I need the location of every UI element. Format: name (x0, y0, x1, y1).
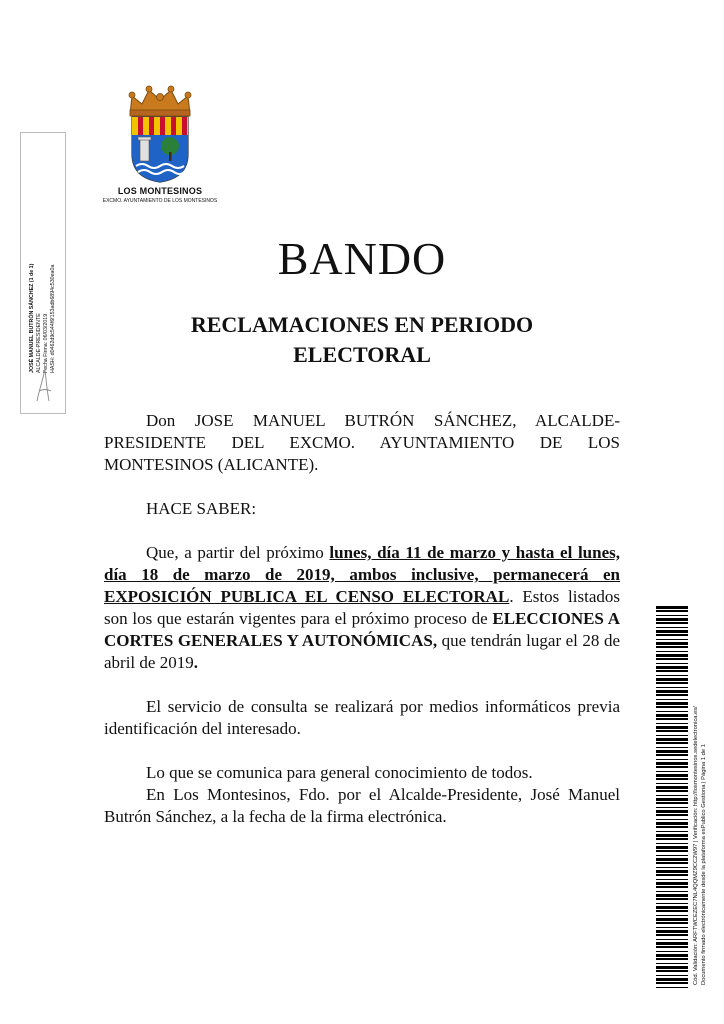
barcode-bar (656, 742, 688, 744)
barcode-bar (656, 951, 688, 952)
subtitle-line-2: ELECTORAL (293, 342, 431, 367)
paragraph-intro: Don JOSE MANUEL BUTRÓN SÁNCHEZ, ALCALDE-PRESIDENTE DEL EXCMO. AYUNTAMIENTO DE LOS MONTESINOS (ALICANTE). (104, 411, 620, 474)
barcode-bar (656, 939, 688, 940)
barcode-bar (656, 822, 688, 825)
validation-barcode (656, 606, 688, 990)
document-body (104, 410, 620, 828)
announcement-middle: . Estos listados son los que estarán vigentes para el próximo proceso de (104, 587, 620, 628)
barcode-bar (656, 894, 688, 897)
barcode-bar (656, 658, 688, 660)
barcode-bar (656, 651, 688, 652)
barcode-bar (656, 634, 688, 636)
barcode-bar (656, 790, 688, 792)
verification-platform: Documento firmado electrónicamente desde la plataforma esPublico Gestiona | Página 1 de 1 (701, 744, 707, 985)
coat-of-arms-icon (122, 84, 198, 184)
signature-date: Fecha Firma: 06/03/2019 (43, 313, 49, 373)
barcode-bar (656, 934, 688, 936)
barcode-bar (656, 642, 688, 645)
document-subtitle (140, 310, 584, 370)
paragraph-signoff: En Los Montesinos, Fdo. por el Alcalde-Presidente, José Manuel Butrón Sánchez, a la fecha de la firma electrónica. (104, 785, 620, 826)
signer-role: ALCALDE-PRESIDENTE (36, 313, 42, 373)
barcode-bar (656, 687, 688, 688)
barcode-bar (656, 615, 688, 616)
barcode-bar (656, 850, 688, 852)
barcode-bar (656, 666, 688, 669)
verification-code: Cód. Validación: ARFTWCEZEC7NL4QQMZ9CC2W97 | Verificación: http://losmontesinos.sedelectronica.es/ (693, 706, 699, 985)
barcode-bar (656, 918, 688, 921)
barcode-bar (656, 730, 688, 732)
barcode-bar (656, 690, 688, 693)
barcode-bar (656, 910, 688, 912)
barcode-bar (656, 819, 688, 820)
barcode-bar (656, 922, 688, 924)
barcode-bar (656, 747, 688, 748)
barcode-bar (656, 678, 688, 681)
barcode-bar (656, 682, 688, 684)
barcode-bar (656, 958, 688, 960)
barcode-bar (656, 627, 688, 628)
barcode-bar (656, 810, 688, 813)
barcode-bar (656, 702, 688, 705)
barcode-bar (656, 838, 688, 840)
barcode-bar (656, 766, 688, 768)
barcode-bar (656, 610, 688, 612)
signature-hash: HASH: d0462d9c544f6f153adb6894c530ea0a (50, 264, 56, 373)
announcement-dates: lunes, día 11 de marzo y hasta el lunes, día 18 de marzo de 2019, ambos inclusive, permanecerá en EXPOSICIÓN PUBLICA EL CENSO ELECTORAL (104, 543, 620, 606)
crest-subtitle: EXCMO. AYUNTAMIENTO DE LOS MONTESINOS (102, 198, 218, 204)
barcode-bar (656, 915, 688, 916)
barcode-bar (656, 975, 688, 976)
barcode-bar (656, 966, 688, 969)
barcode-bar (656, 903, 688, 904)
barcode-bar (656, 718, 688, 720)
barcode-bar (656, 942, 688, 945)
barcode-bar (656, 946, 688, 948)
barcode-bar (656, 870, 688, 873)
barcode-bar (656, 858, 688, 861)
paragraph-communication: Lo que se comunica para general conocimiento de todos. (146, 763, 533, 782)
barcode-bar (656, 855, 688, 856)
barcode-bar (656, 930, 688, 933)
barcode-bar (656, 706, 688, 708)
paragraph-consultation: El servicio de consulta se realizará por medios informáticos previa identificación del interesado. (104, 697, 620, 738)
barcode-bar (656, 618, 688, 621)
paragraph-hace-saber: HACE SABER: (146, 499, 257, 518)
announcement-lead: Que, a partir del próximo (146, 543, 330, 562)
barcode-bar (656, 862, 688, 864)
barcode-bar (656, 882, 688, 885)
barcode-bar (656, 699, 688, 700)
barcode-bar (656, 879, 688, 880)
barcode-bar (656, 774, 688, 777)
barcode-bar (656, 735, 688, 736)
barcode-icon (656, 606, 688, 990)
barcode-bar (656, 798, 688, 801)
subtitle-line-1: RECLAMACIONES EN PERIODO (190, 312, 534, 337)
barcode-bar (656, 778, 688, 780)
handwritten-signature-icon (31, 365, 55, 405)
barcode-bar (656, 738, 688, 741)
paragraph-announcement (104, 542, 620, 674)
barcode-bar (656, 714, 688, 717)
barcode-bar (656, 970, 688, 972)
barcode-bar (656, 675, 688, 676)
barcode-bar (656, 846, 688, 849)
barcode-bar (656, 759, 688, 760)
barcode-bar (656, 606, 688, 609)
barcode-bar (656, 762, 688, 765)
crest-name: LOS MONTESINOS (117, 186, 203, 196)
barcode-bar (656, 630, 688, 633)
barcode-bar (656, 891, 688, 892)
barcode-bar (656, 814, 688, 816)
barcode-bar (656, 831, 688, 832)
barcode-bar (656, 826, 688, 828)
barcode-bar (656, 646, 688, 648)
barcode-bar (656, 987, 688, 988)
page-title: BANDO (277, 233, 447, 284)
announcement-end: . (193, 653, 198, 672)
barcode-bar (656, 711, 688, 712)
barcode-bar (656, 771, 688, 772)
barcode-bar (656, 954, 688, 957)
barcode-bar (656, 750, 688, 753)
barcode-bar (656, 867, 688, 868)
signer-name: JOSÉ MANUEL BUTRÓN SÁNCHEZ (1 de 1) (29, 263, 35, 373)
verification-text (692, 605, 708, 985)
barcode-bar (656, 874, 688, 876)
barcode-bar (656, 982, 688, 984)
barcode-bar (656, 886, 688, 888)
barcode-bar (656, 663, 688, 664)
barcode-bar (656, 802, 688, 804)
barcode-bar (656, 786, 688, 789)
barcode-bar (656, 927, 688, 928)
barcode-bar (656, 963, 688, 964)
barcode-bar (656, 906, 688, 909)
barcode-bar (656, 694, 688, 696)
announcement-elections: ELECCIONES A CORTES GENERALES Y AUTONÓMICAS, (104, 609, 620, 650)
barcode-bar (656, 654, 688, 657)
barcode-bar (656, 898, 688, 900)
barcode-bar (656, 723, 688, 724)
municipal-crest (100, 84, 220, 209)
barcode-bar (656, 795, 688, 796)
barcode-bar (656, 783, 688, 784)
barcode-bar (656, 807, 688, 808)
announcement-date: que tendrán lugar el 28 de abril de 2019 (104, 631, 621, 672)
barcode-bar (656, 754, 688, 756)
barcode-bar (656, 639, 688, 640)
barcode-bar (656, 834, 688, 837)
barcode-bar (656, 843, 688, 844)
barcode-bar (656, 978, 688, 981)
barcode-bar (656, 622, 688, 624)
barcode-bar (656, 726, 688, 729)
barcode-bar (656, 670, 688, 672)
